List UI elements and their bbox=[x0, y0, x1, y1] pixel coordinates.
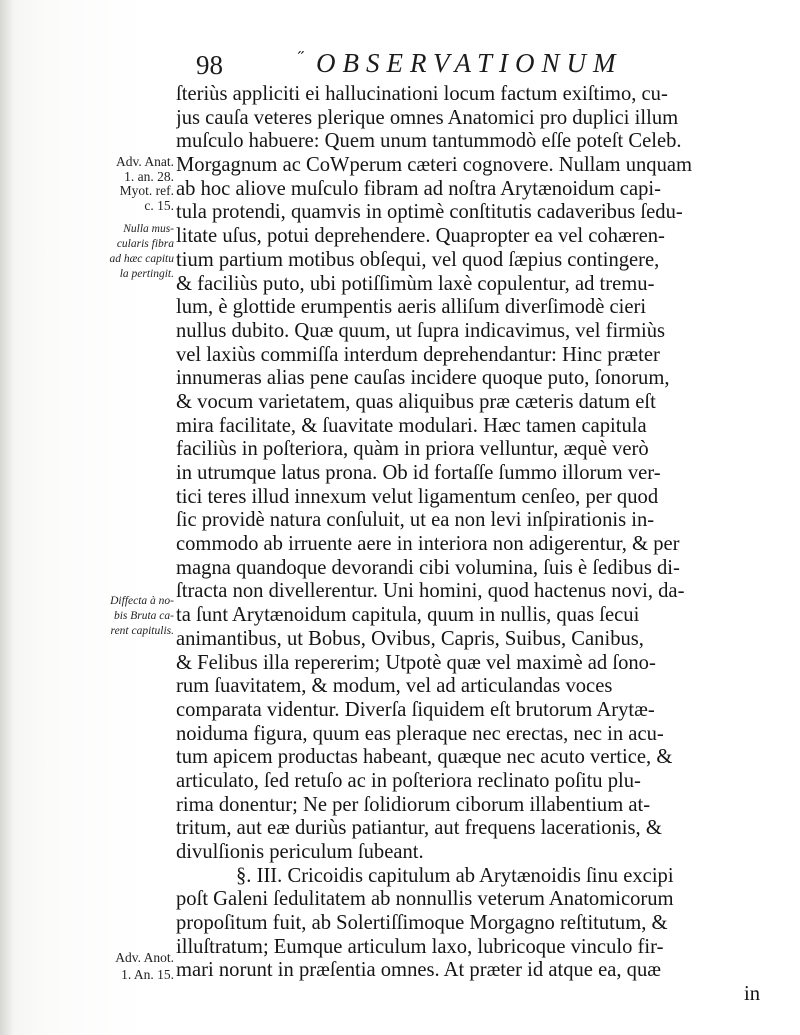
marginal-note-line: Adv. Anot. bbox=[115, 950, 174, 965]
text-line: tritum, aut eæ duriùs patiantur, aut frequens lacerationis, & bbox=[176, 817, 662, 840]
marginal-note-adv-anat bbox=[62, 155, 174, 213]
text-line: propoſitum fuit, ab Solertiſſimoque Morgagno reſtitutum, & bbox=[176, 912, 668, 935]
marginal-note-line: la pertingit. bbox=[119, 268, 174, 280]
text-line: mira facilitate, & ſuavitate modulari. Hæc tamen capitula bbox=[176, 414, 647, 437]
text-line: commodo ab irruente aere in interiora non adigerentur, & per bbox=[176, 533, 680, 556]
marginal-note-line: Diffecta à no- bbox=[110, 595, 174, 607]
text-line: tium partium motibus obſequi, vel quod ſæpius contingere, bbox=[176, 248, 660, 271]
marginal-note-nulla-muscularis bbox=[62, 222, 174, 282]
marginal-note-line: ad hæc capitu bbox=[109, 253, 174, 265]
marginal-note-dissecta-bruta bbox=[62, 594, 174, 639]
text-line: litate uſus, potui deprehendere. Quapropter ea vel cohæren- bbox=[176, 225, 665, 248]
text-line: comparata videntur. Diverſa ſiquidem eſt brutorum Arytæ- bbox=[176, 698, 655, 721]
marginal-note-line: cularis fibra bbox=[116, 238, 174, 250]
marginal-note-line: Adv. Anat. bbox=[116, 154, 174, 169]
text-line: ſteriùs appliciti ei hallucinationi locum factum exiſtimo, cu- bbox=[176, 83, 668, 105]
text-line: lum, è glottide erumpentis aeris alliſum diverſimodè cieri bbox=[176, 296, 647, 319]
text-line: in bbox=[743, 983, 760, 1006]
text-line: §. III. Cricoidis capitulum ab Arytænoidis ſinu excipi bbox=[236, 864, 674, 887]
marginal-note-line: Nulla mus- bbox=[123, 223, 174, 235]
text-line: ab hoc aliove muſculo fibram ad noſtra Arytænoidum capi- bbox=[176, 177, 661, 200]
text-line: noiduma figura, quum eas pleraque nec erectas, nec in acu- bbox=[176, 722, 664, 745]
text-line: ta ſunt Arytænoidum capitula, quum in nullis, quas ſecui bbox=[176, 604, 640, 627]
text-line: rum ſuavitatem, & modum, vel ad articulandas voces bbox=[176, 675, 613, 698]
text-line: jus cauſa veteres plerique omnes Anatomici pro duplici illum bbox=[176, 106, 679, 129]
marginal-note-line: c. 15. bbox=[144, 197, 174, 213]
text-line: animantibus, ut Bobus, Ovibus, Capris, Suibus, Canibus, bbox=[176, 627, 644, 650]
text-line: faciliùs in poſteriora, quàm in priora velluntur, æquè verò bbox=[176, 438, 649, 461]
text-line: nullus dubito. Quæ quum, ut ſupra indicavimus, vel firmiùs bbox=[176, 319, 666, 342]
text-line: & Felibus illa repererim; Utpotè quæ vel maximè ad ſono- bbox=[176, 651, 656, 674]
text-line: rima donentur; Ne per ſolidiorum ciborum illabentium at- bbox=[176, 793, 651, 816]
marginal-note-line: bis Bruta ca- bbox=[113, 610, 174, 622]
text-line: magna quandoque devorandi cibi volumina, ſuis è ſedibus di- bbox=[176, 556, 680, 579]
text-line: articulato, ſed retuſo ac in poſteriora reclinato poſitu plu- bbox=[176, 769, 641, 792]
running-title: ˝ OBSERVATIONUM bbox=[298, 48, 622, 79]
text-line: muſculo habuere: Quem unum tantummodò eſſe poteſt Celeb. bbox=[176, 130, 682, 153]
marginal-note-line: 1. An. 15. bbox=[121, 967, 174, 982]
body-text bbox=[176, 83, 768, 1007]
text-line: Morgagnum ac CoWperum cæteri cognovere. Nullam unquam bbox=[176, 154, 693, 177]
page-number: 98 bbox=[196, 50, 223, 80]
text-line: poſt Galeni ſedulitatem ab nonnullis veterum Anatomicorum bbox=[176, 888, 674, 911]
text-line: ſtracta non divellerentur. Uni homini, quod hactenus novi, da- bbox=[176, 580, 685, 603]
text-line: & vocum varietatem, quas aliquibus præ cæteris datum eſt bbox=[176, 390, 656, 413]
marginal-note-line: rent capitulis. bbox=[110, 625, 174, 637]
text-line: divulſionis periculum ſubeant. bbox=[176, 841, 424, 863]
text-line: tum apicem productas habeant, quæque nec acuto vertice, & bbox=[176, 746, 673, 769]
text-line: ſic providè natura conſuluit, ut ea non levi inſpirationis in- bbox=[176, 509, 655, 532]
text-line: innumeras alias pene cauſas incidere quoque puto, ſonorum, bbox=[176, 367, 670, 390]
text-line: tici teres illud innexum velut ligamentum cenſeo, per quod bbox=[176, 485, 659, 508]
text-line: & faciliùs puto, ubi potiſſimùm laxè copulentur, ad tremu- bbox=[176, 272, 655, 295]
text-line: tula protendi, quamvis in optimè conſtitutis cadaveribus ſedu- bbox=[176, 201, 683, 224]
text-line: in utrumque latus prona. Ob id fortaſſe ſummo illorum ver- bbox=[176, 462, 661, 484]
marginal-note-adv-anot bbox=[62, 949, 174, 983]
marginal-note-line: 1. an. 28. bbox=[124, 168, 174, 184]
text-line: vel laxiùs commiſſa interdum deprehendantur: Hinc præter bbox=[176, 343, 660, 366]
text-line: illuſtratum; Eumque articulum laxo, lubricoque vinculo fir- bbox=[176, 935, 664, 958]
text-line: mari norunt in præſentia omnes. At præter id atque ea, quæ bbox=[176, 959, 661, 982]
marginal-note-line: Myot. ref. bbox=[119, 183, 174, 198]
